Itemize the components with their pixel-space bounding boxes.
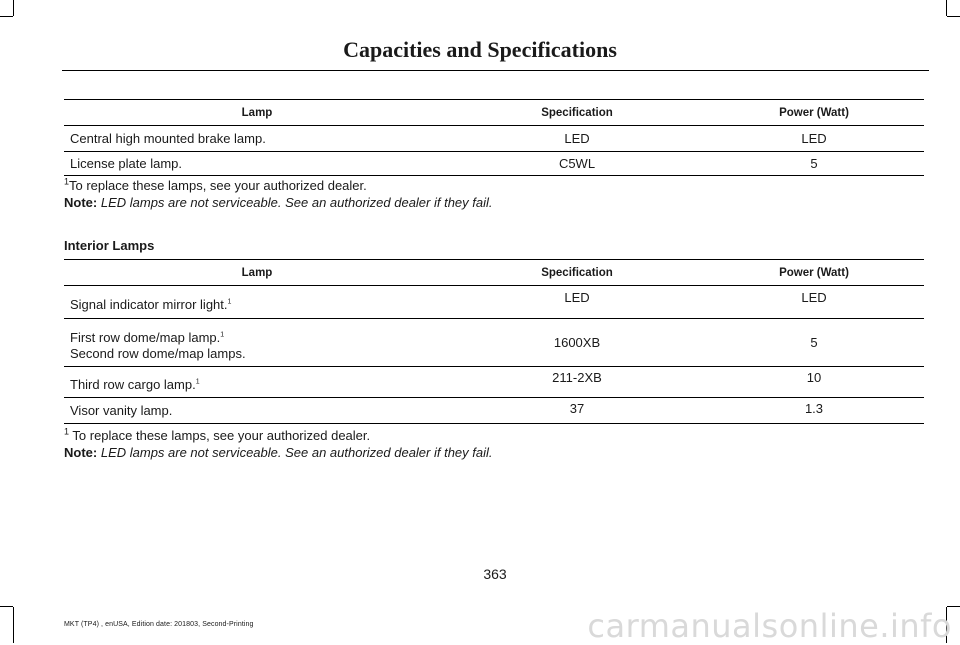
interior-note <box>64 445 493 460</box>
cell-specification: 211-2XB <box>450 367 704 398</box>
interior-footnote <box>64 428 370 443</box>
cell-specification: LED <box>450 286 704 319</box>
cell-power: LED <box>704 286 924 319</box>
footnote-marker: 1 <box>220 331 225 339</box>
footnote-marker: 1 <box>64 176 70 187</box>
page-title: Capacities and Specifications <box>343 37 617 62</box>
note-text: LED lamps are not serviceable. See an authorized dealer if they fail. <box>100 445 493 460</box>
lamp-name: Signal indicator mirror light. <box>70 297 228 312</box>
lamp-name: First row dome/map lamp. <box>70 329 221 345</box>
crop-mark-top-left-vertical <box>13 0 14 16</box>
note-label: Note: <box>64 445 98 460</box>
crop-mark-bottom-left-horizontal <box>0 606 13 607</box>
exterior-footnote <box>64 178 367 193</box>
title-rule <box>62 70 929 71</box>
cell-power: 1.3 <box>704 398 924 424</box>
cell-lamp: Central high mounted brake lamp. <box>64 126 450 152</box>
table-row <box>64 367 924 398</box>
page-number: 363 <box>483 566 507 582</box>
table-row <box>64 286 924 319</box>
table-row <box>64 319 924 367</box>
header-power: Power (Watt) <box>704 100 924 126</box>
table-row <box>64 398 924 424</box>
crop-mark-bottom-left-vertical <box>13 607 14 643</box>
interior-lamps-table <box>64 259 924 424</box>
footnote-text: To replace these lamps, see your authorized dealer. <box>69 178 367 193</box>
footnote-text: To replace these lamps, see your authorized dealer. <box>69 428 371 443</box>
cell-lamp <box>64 319 450 367</box>
lamp-name-line2: Second row dome/map lamps. <box>70 345 246 361</box>
header-lamp: Lamp <box>64 260 450 286</box>
exterior-lamps-table <box>64 99 924 176</box>
footer-edition-info: MKT (TP4) , enUSA, Edition date: 201803, Second-Printing <box>64 621 254 628</box>
table-header-row <box>64 100 924 126</box>
footnote-marker: 1 <box>195 378 200 386</box>
exterior-note <box>64 195 493 210</box>
header-specification: Specification <box>450 100 704 126</box>
header-power: Power (Watt) <box>704 260 924 286</box>
lamp-name: Third row cargo lamp. <box>70 376 196 392</box>
cell-lamp: License plate lamp. <box>64 152 450 176</box>
crop-mark-top-left-horizontal <box>0 16 13 17</box>
note-text: LED lamps are not serviceable. See an authorized dealer if they fail. <box>100 195 493 210</box>
watermark: carmanualsonline.info <box>587 607 952 645</box>
footnote-marker: 1 <box>227 298 232 306</box>
cell-power: 10 <box>704 367 924 398</box>
crop-mark-top-right-horizontal <box>947 16 960 17</box>
table-header-row <box>64 260 924 286</box>
cell-specification: LED <box>450 126 704 152</box>
footnote-marker: 1 <box>64 426 70 437</box>
cell-power: 5 <box>704 319 924 367</box>
cell-specification: C5WL <box>450 152 704 176</box>
header-specification: Specification <box>450 260 704 286</box>
interior-lamps-heading: Interior Lamps <box>64 238 155 253</box>
table-row <box>64 126 924 152</box>
cell-lamp <box>64 286 450 319</box>
cell-specification: 1600XB <box>450 319 704 367</box>
cell-lamp: Visor vanity lamp. <box>64 398 450 424</box>
cell-power: 5 <box>704 152 924 176</box>
note-label: Note: <box>64 195 98 210</box>
table-row <box>64 152 924 176</box>
cell-lamp <box>64 367 450 398</box>
crop-mark-top-right-vertical <box>946 0 947 16</box>
header-lamp: Lamp <box>64 100 450 126</box>
cell-power: LED <box>704 126 924 152</box>
cell-specification: 37 <box>450 398 704 424</box>
